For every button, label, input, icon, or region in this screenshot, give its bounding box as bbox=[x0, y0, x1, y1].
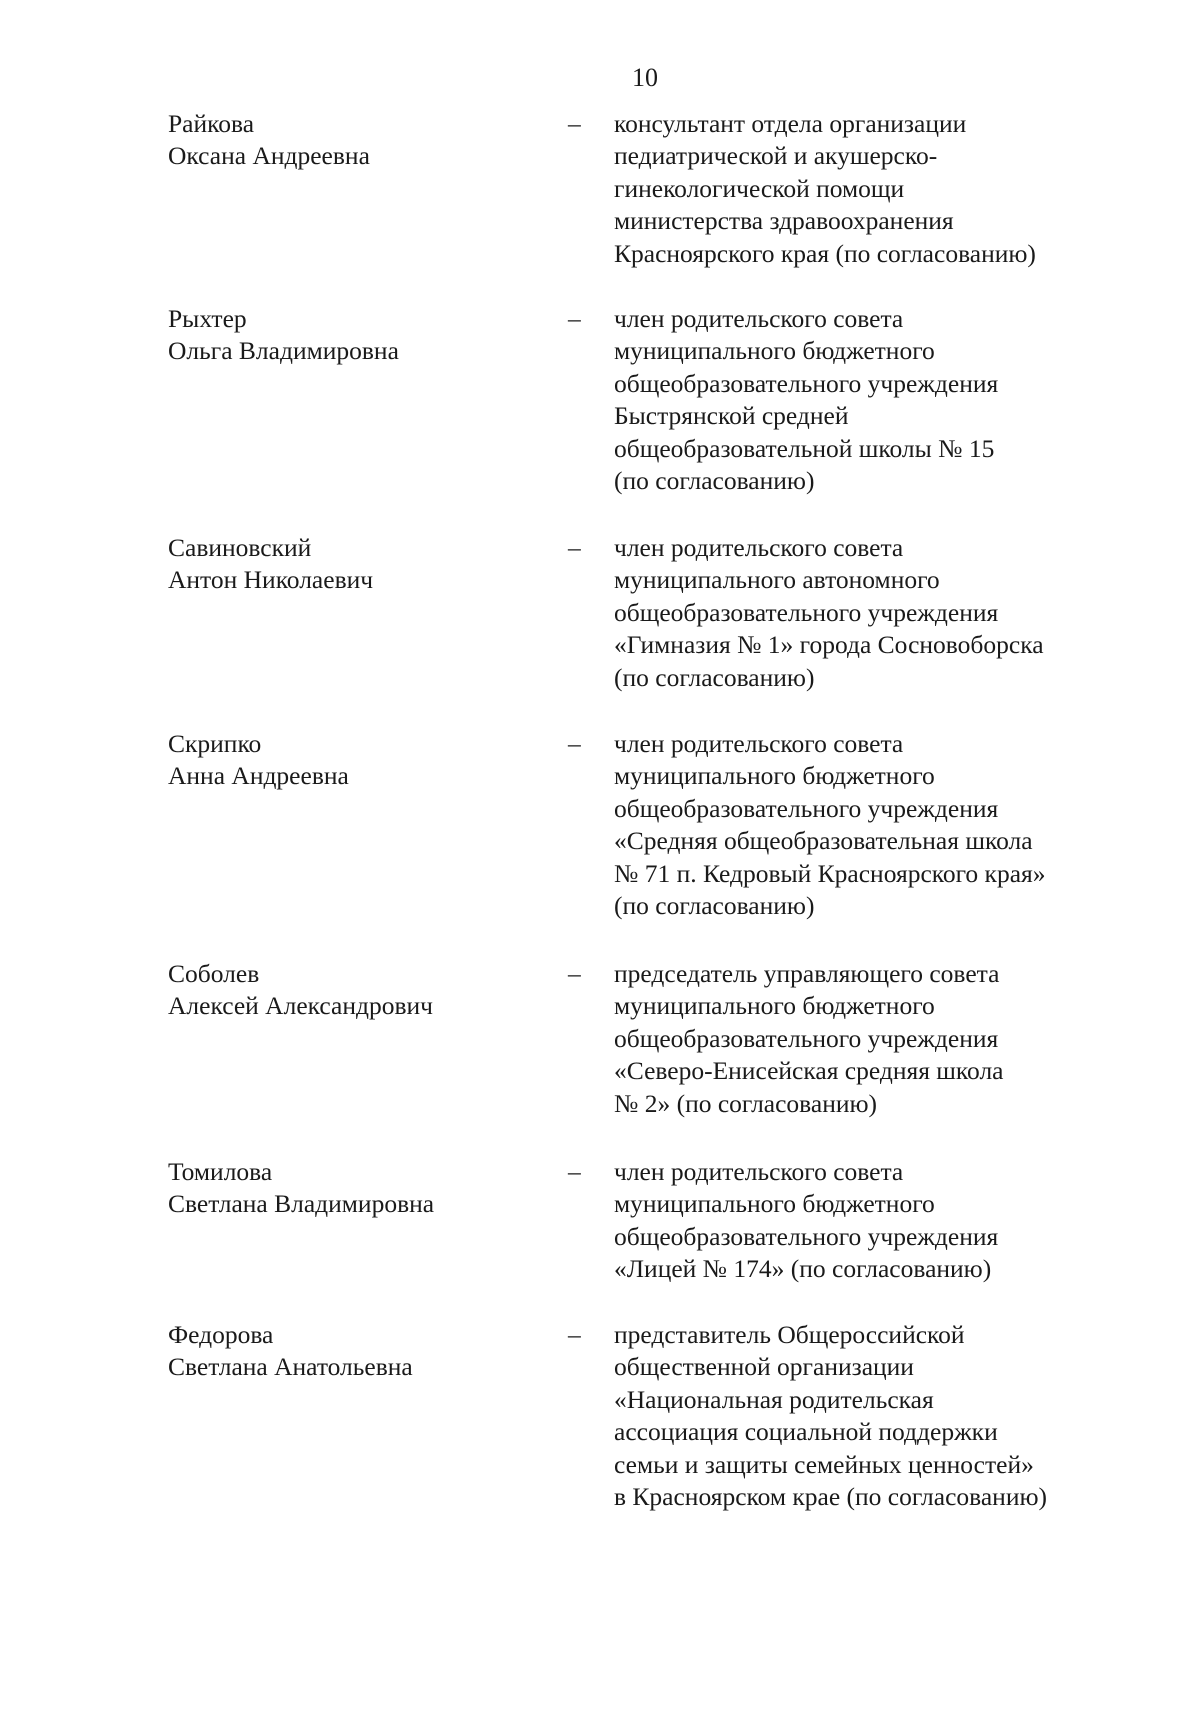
role-line: (по согласованию) bbox=[614, 891, 815, 921]
dash-separator: – bbox=[568, 1320, 581, 1349]
dash-separator: – bbox=[568, 1157, 581, 1186]
role-line: муниципального автономного bbox=[614, 565, 940, 595]
role-line: семьи и защиты семейных ценностей» bbox=[614, 1449, 1034, 1479]
role-line: общеобразовательной школы № 15 bbox=[614, 433, 995, 463]
member-role bbox=[614, 1156, 1128, 1286]
member-entry bbox=[168, 532, 1128, 694]
member-name bbox=[168, 728, 568, 922]
role-line: муниципального бюджетного bbox=[614, 336, 935, 366]
role-line: общеобразовательного учреждения bbox=[614, 793, 999, 823]
role-line: № 2» (по согласованию) bbox=[614, 1088, 878, 1118]
role-line: (по согласованию) bbox=[614, 662, 815, 692]
dash-separator: – bbox=[568, 304, 581, 333]
member-entry bbox=[168, 728, 1128, 922]
role-line: «Лицей № 174» (по согласованию) bbox=[614, 1254, 992, 1284]
role-line: в Красноярском крае (по согласованию) bbox=[614, 1482, 1048, 1512]
member-surname: Соболев bbox=[168, 959, 260, 988]
member-given-names: Светлана Анатольевна bbox=[168, 1352, 413, 1382]
role-line: член родительского совета bbox=[614, 533, 904, 562]
member-role bbox=[614, 728, 1128, 922]
role-line: консультант отдела организации bbox=[614, 109, 967, 138]
member-name bbox=[168, 958, 568, 1120]
member-entry bbox=[168, 958, 1128, 1120]
member-surname: Райкова bbox=[168, 109, 255, 138]
role-line: председатель управляющего совета bbox=[614, 959, 1000, 988]
member-role bbox=[614, 108, 1128, 270]
role-line: гинекологической помощи bbox=[614, 173, 905, 203]
role-line: общеобразовательного учреждения bbox=[614, 1221, 999, 1251]
member-entry bbox=[168, 303, 1128, 497]
member-role bbox=[614, 958, 1128, 1120]
role-line: член родительского совета bbox=[614, 729, 904, 758]
role-line: министерства здравоохранения bbox=[614, 206, 954, 236]
dash-separator: – bbox=[568, 729, 581, 758]
member-role bbox=[614, 1319, 1128, 1513]
role-line: (по согласованию) bbox=[614, 466, 815, 496]
member-given-names: Алексей Александрович bbox=[168, 991, 433, 1021]
role-line: общеобразовательного учреждения bbox=[614, 597, 999, 627]
member-given-names: Анна Андреевна bbox=[168, 761, 349, 791]
member-surname: Скрипко bbox=[168, 729, 262, 758]
member-name bbox=[168, 1156, 568, 1286]
member-given-names: Светлана Владимировна bbox=[168, 1189, 435, 1219]
role-line: Быстрянской средней bbox=[614, 401, 849, 431]
member-name bbox=[168, 108, 568, 270]
role-line: Красноярского края (по согласованию) bbox=[614, 238, 1036, 268]
member-name bbox=[168, 303, 568, 497]
member-given-names: Оксана Андреевна bbox=[168, 141, 370, 171]
dash-separator: – bbox=[568, 959, 581, 988]
member-surname: Савиновский bbox=[168, 533, 312, 562]
role-line: член родительского совета bbox=[614, 1157, 904, 1186]
member-name bbox=[168, 532, 568, 694]
role-line: общеобразовательного учреждения bbox=[614, 368, 999, 398]
member-surname: Федорова bbox=[168, 1320, 274, 1349]
member-entry bbox=[168, 108, 1128, 270]
page-number: 10 bbox=[632, 63, 658, 92]
member-given-names: Антон Николаевич bbox=[168, 565, 374, 595]
role-line: «Гимназия № 1» города Сосновоборска bbox=[614, 630, 1044, 660]
member-role bbox=[614, 303, 1128, 497]
member-entry bbox=[168, 1156, 1128, 1286]
role-line: общеобразовательного учреждения bbox=[614, 1023, 999, 1053]
member-entry bbox=[168, 1319, 1128, 1513]
member-given-names: Ольга Владимировна bbox=[168, 336, 399, 366]
dash-separator: – bbox=[568, 109, 581, 138]
role-line: № 71 п. Кедровый Красноярского края» bbox=[614, 858, 1046, 888]
role-line: «Национальная родительская bbox=[614, 1384, 934, 1414]
role-line: муниципального бюджетного bbox=[614, 1189, 935, 1219]
role-line: общественной организации bbox=[614, 1352, 914, 1382]
member-surname: Рыхтер bbox=[168, 304, 247, 333]
member-role bbox=[614, 532, 1128, 694]
role-line: муниципального бюджетного bbox=[614, 991, 935, 1021]
dash-separator: – bbox=[568, 533, 581, 562]
member-name bbox=[168, 1319, 568, 1513]
role-line: член родительского совета bbox=[614, 304, 904, 333]
role-line: ассоциация социальной поддержки bbox=[614, 1417, 998, 1447]
role-line: муниципального бюджетного bbox=[614, 761, 935, 791]
role-line: представитель Общероссийской bbox=[614, 1320, 965, 1349]
role-line: педиатрической и акушерско- bbox=[614, 141, 938, 171]
member-surname: Томилова bbox=[168, 1157, 273, 1186]
role-line: «Средняя общеобразовательная школа bbox=[614, 826, 1033, 856]
role-line: «Северо-Енисейская средняя школа bbox=[614, 1056, 1004, 1086]
